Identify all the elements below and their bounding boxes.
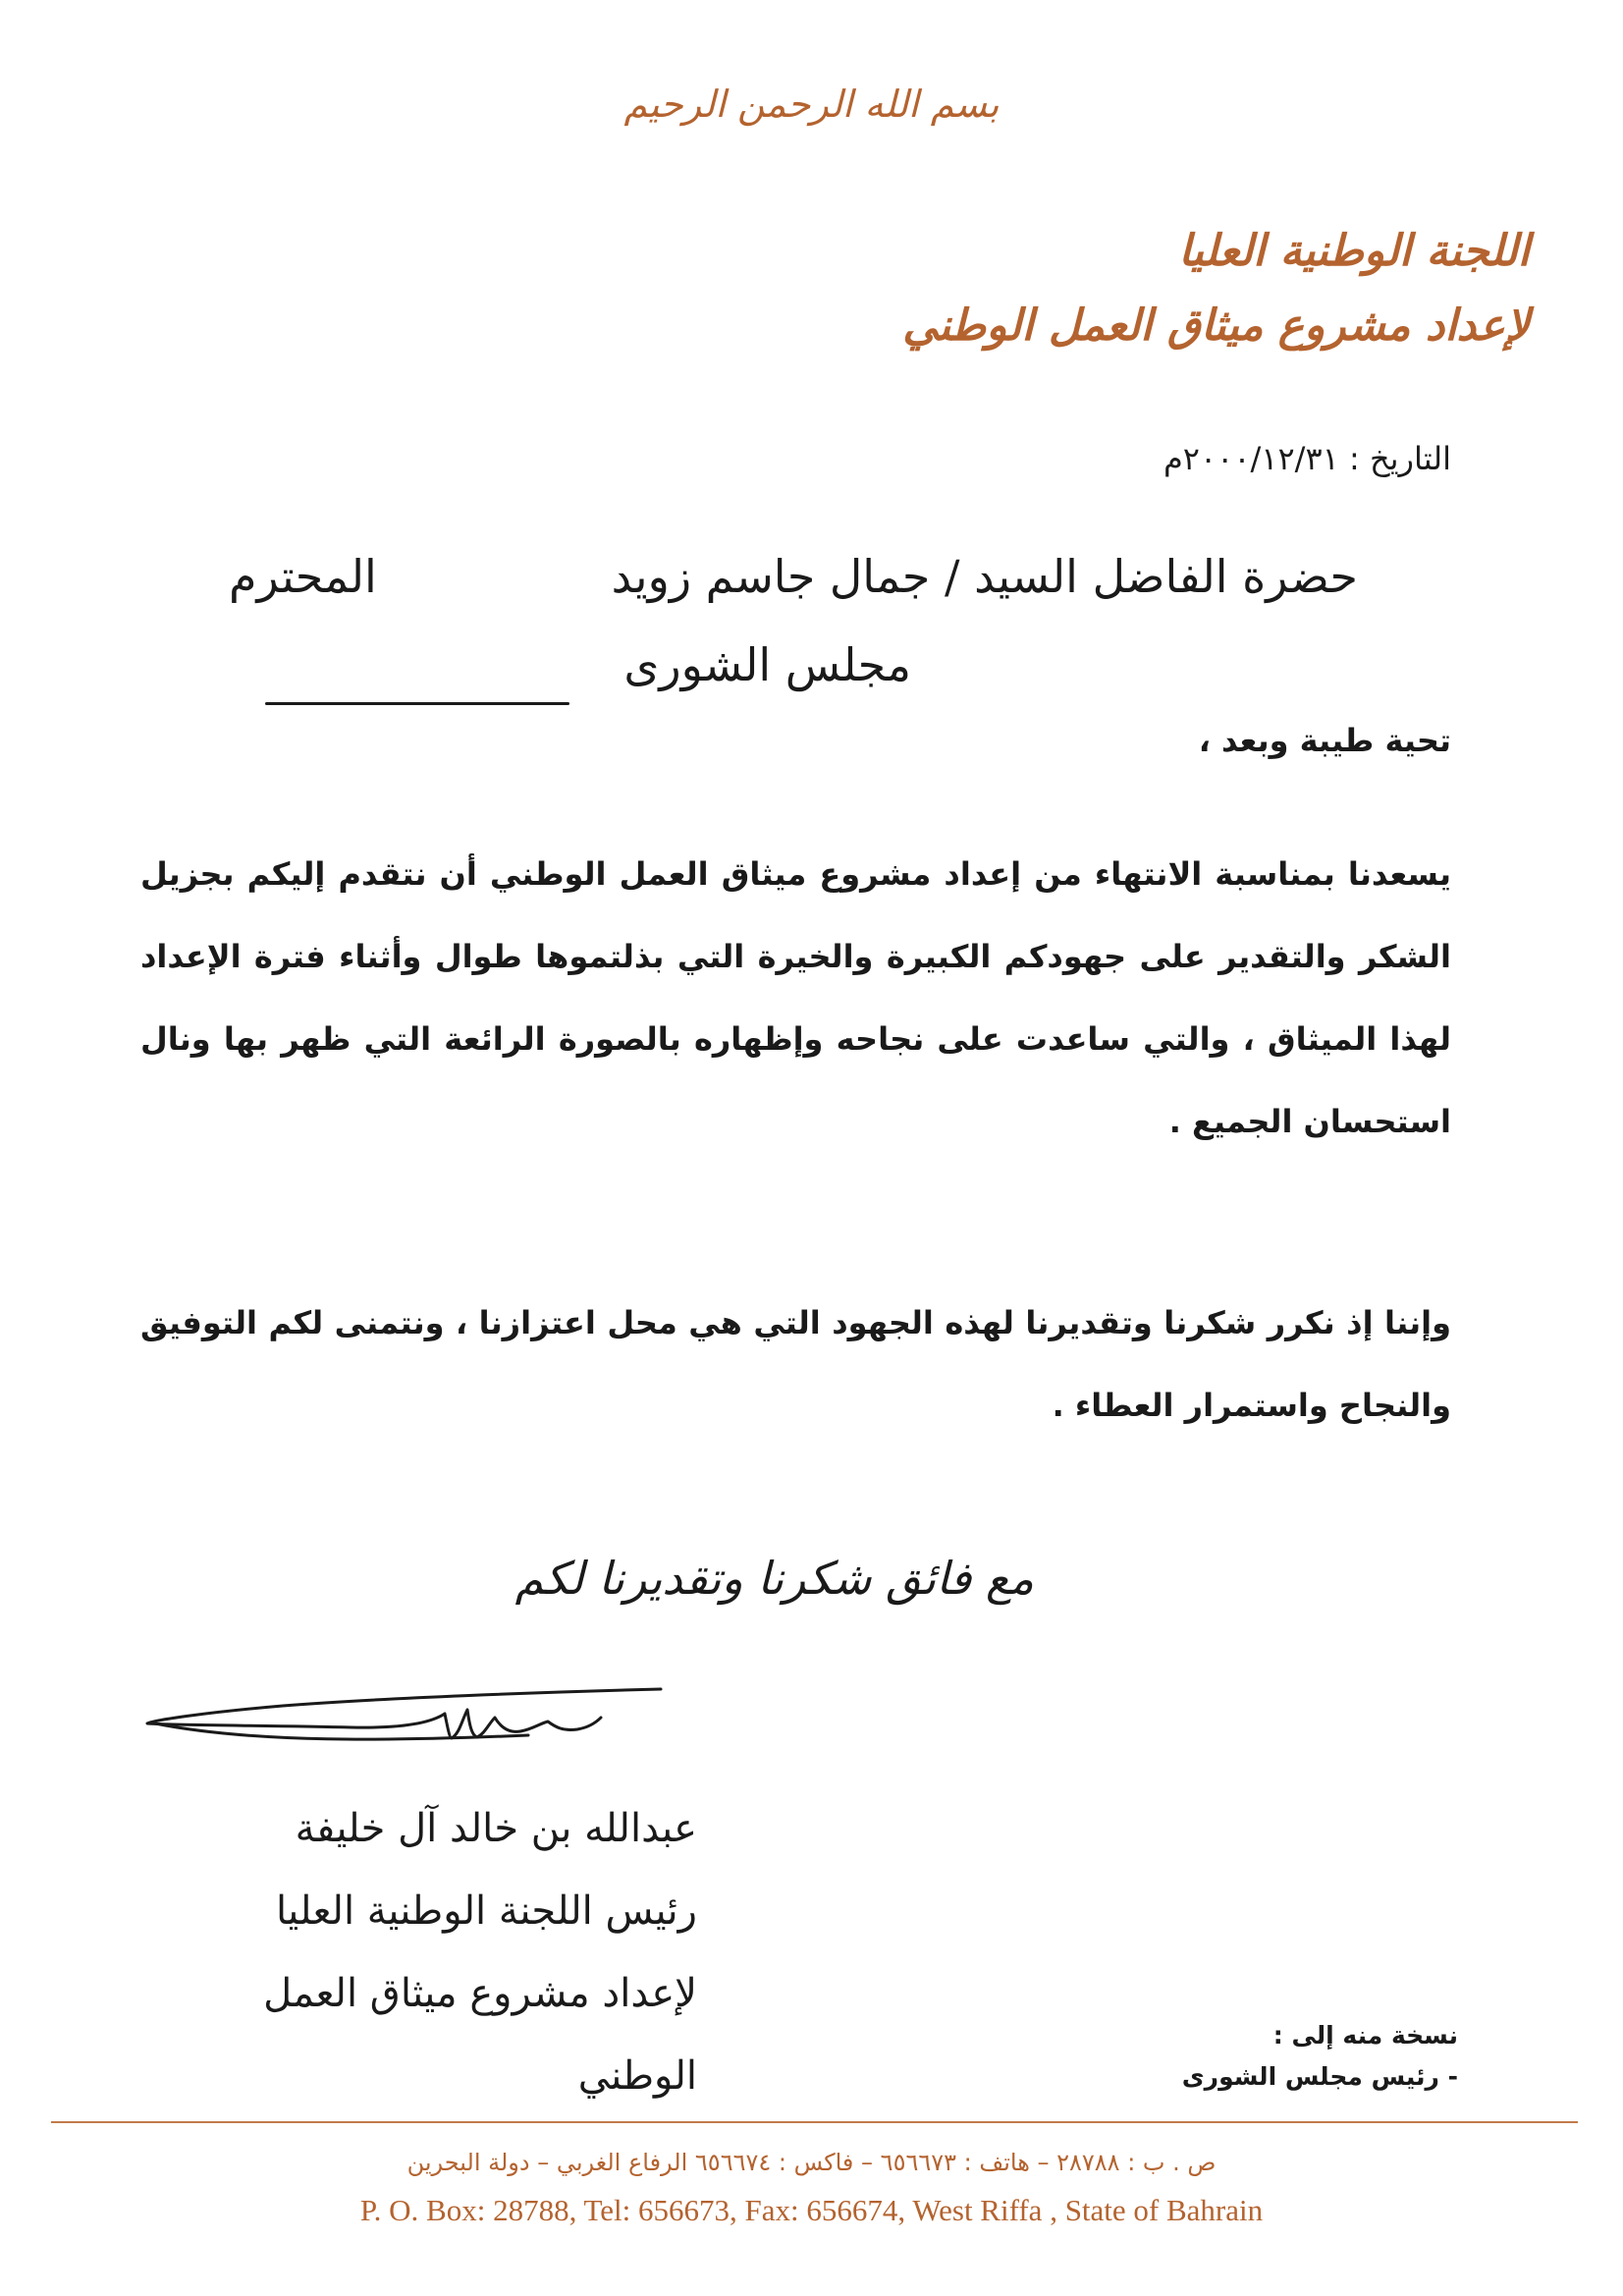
signatory-position-line1: رئيس اللجنة الوطنية العليا xyxy=(275,1888,697,1934)
recipient-organization: مجلس الشورى xyxy=(623,638,911,691)
recipient-title: حضرة الفاضل السيد / xyxy=(944,550,1358,603)
date-value: ٢٠٠٠/١٢/٣١م xyxy=(1163,440,1339,477)
handwritten-signature xyxy=(135,1684,685,1792)
committee-name-line2: لإعداد مشروع ميثاق العمل الوطني xyxy=(902,301,1530,351)
date-label: التاريخ : xyxy=(1348,440,1451,477)
basmala-heading: بسم الله الرحمن الرحيم xyxy=(623,82,1000,126)
signatory-position-line2: لإعداد مشروع ميثاق العمل الوطني xyxy=(263,1971,697,2099)
signatory-name: عبدالله بن خالد آل خليفة xyxy=(295,1806,697,1851)
recipient-title-and-name xyxy=(612,550,1358,603)
copy-to-label: نسخة منه إلى : xyxy=(1272,2021,1458,2050)
signatory-block xyxy=(147,1787,697,2117)
committee-letterhead xyxy=(902,214,1530,363)
recipient-honorific: المحترم xyxy=(229,550,377,603)
body-paragraph-2: وإننا إذ نكرر شكرنا وتقديرنا لهذه الجهود التي هي محل اعتزازنا ، ونتمنى لكم التوفيق والنجاح واستمرار العطاء . xyxy=(140,1304,1451,1424)
organization-underline xyxy=(265,702,569,705)
footer-divider xyxy=(51,2121,1578,2123)
body-paragraph-1: يسعدنا بمناسبة الانتهاء من إعداد مشروع ميثاق العمل الوطني أن نتقدم إليكم بجزيل الشكر والتقدير على جهودكم الكبيرة والخيرة التي بذلتموها طوال وأثناء فترة الإعداد لهذا الميثاق ، والتي ساعدت على نجاحه وإظهاره بالصورة الرائعة التي ظهر بها ونال استحسان الجميع . xyxy=(140,855,1451,1140)
greeting: تحية طيبة وبعد ، xyxy=(1198,722,1451,759)
closing-phrase: مع فائق شكرنا وتقديرنا لكم xyxy=(514,1552,1034,1605)
copy-to-recipient: - رئيس مجلس الشورى xyxy=(1181,2062,1458,2091)
recipient-name: جمال جاسم زويد xyxy=(611,550,931,603)
footer-address-english: P. O. Box: 28788, Tel: 656673, Fax: 656674, West Riffa , State of Bahrain xyxy=(359,2193,1264,2227)
copy-to-block xyxy=(1182,2015,1458,2098)
committee-name-line1: اللجنة الوطنية العليا xyxy=(1178,226,1530,276)
letter-date xyxy=(1163,440,1451,477)
footer-address-arabic: ص . ب : ٢٨٧٨٨ – هاتف : ٦٥٦٦٧٣ – فاكس : ٦٥٦٦٧٤ الرفاع الغربي – دولة البحرين xyxy=(406,2149,1217,2176)
